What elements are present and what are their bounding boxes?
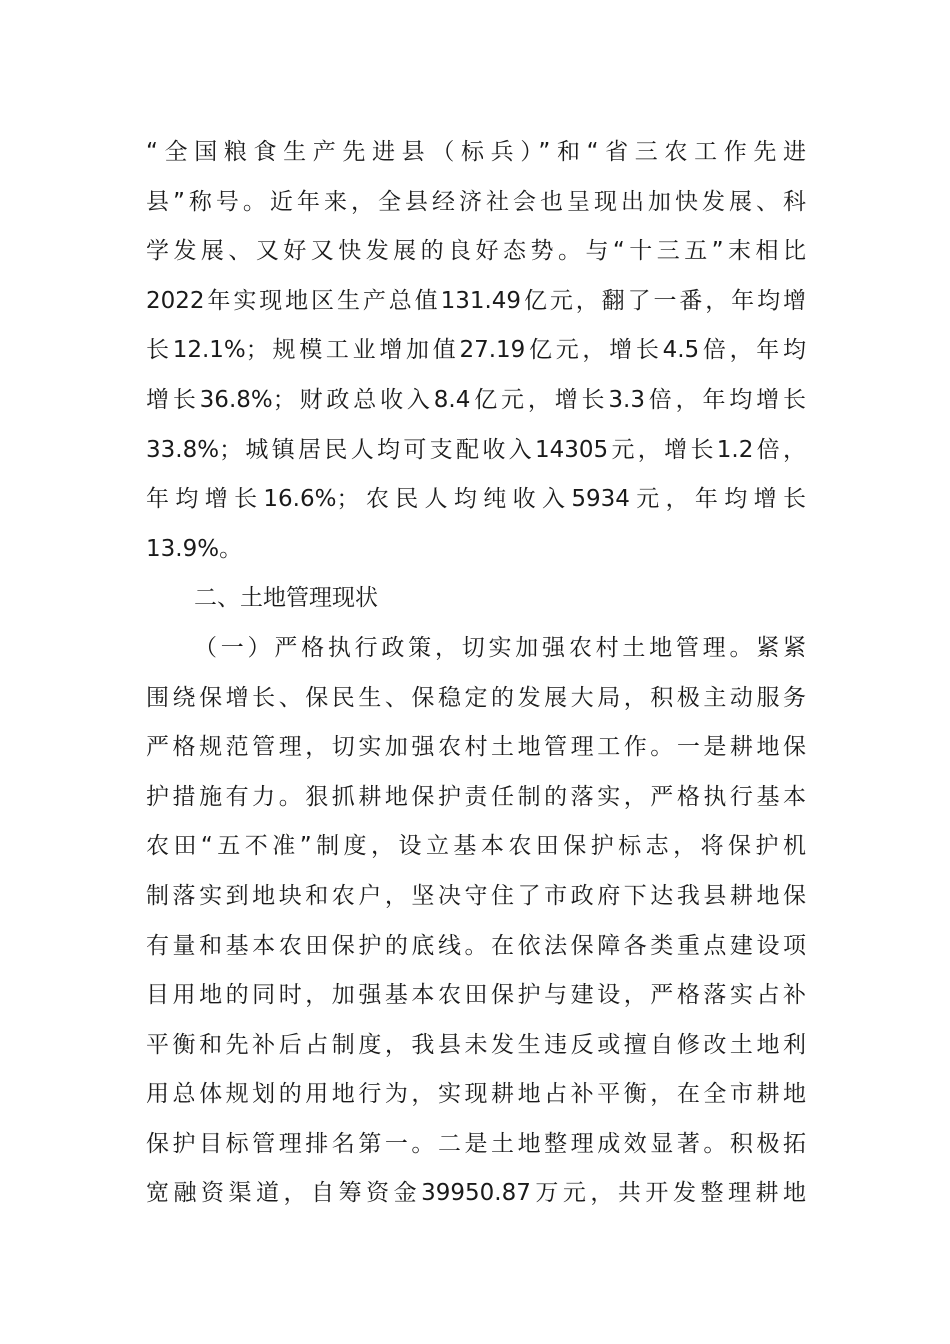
text-line-18: 目用地的同时，加强基本农田保护与建设，严格落实占补 [146,982,806,1009]
body-text [146,128,806,1219]
text-line-12: 围绕保增长、保民生、保稳定的发展大局，积极主动服务 [146,684,806,711]
text-line-22: 宽融资渠道，自筹资金39950.87万元，共开发整理耕地 [146,1180,806,1207]
section-heading: 二、土地管理现状 [194,585,378,612]
text-line-20: 用总体规划的用地行为，实现耕地占补平衡，在全市耕地 [146,1081,806,1108]
text-line-19: 平衡和先补后占制度，我县未发生违反或擅自修改土地利 [146,1031,806,1058]
text-line-15: 农田“五不准”制度，设立基本农田保护标志，将保护机 [146,833,806,860]
text-line-8: 年均增长16.6%；农民人均纯收入5934元，年均增长 [146,486,806,513]
text-line-3: 学发展、又好又快发展的良好态势。与“十三五”末相比 [146,238,806,265]
text-line-6: 增长36.8%；财政总收入8.4亿元，增长3.3倍，年均增长 [146,386,806,413]
text-line-21: 保护目标管理排名第一。二是土地整理成效显著。积极拓 [146,1130,806,1157]
text-line-5: 长12.1%；规模工业增加值27.19亿元，增长4.5倍，年均 [146,337,806,364]
text-line-1: “全国粮食生产先进县（标兵）”和“省三农工作先进 [146,139,806,165]
text-line-14: 护措施有力。狠抓耕地保护责任制的落实，严格执行基本 [146,783,806,810]
text-line-11: （一）严格执行政策，切实加强农村土地管理。紧紧 [194,634,806,661]
text-line-16: 制落实到地块和农户，坚决守住了市政府下达我县耕地保 [146,882,806,909]
text-line-4: 2022年实现地区生产总值131.49亿元，翻了一番，年均增 [146,287,806,314]
text-line-17: 有量和基本农田保护的底线。在依法保障各类重点建设项 [146,932,806,959]
text-line-7: 33.8%；城镇居民人均可支配收入14305元，增长1.2倍， [146,436,806,463]
text-line-9: 13.9%。 [146,535,243,562]
text-line-2: 县”称号。近年来，全县经济社会也呈现出加快发展、科 [146,188,806,215]
text-line-13: 严格规范管理，切实加强农村土地管理工作。一是耕地保 [146,734,806,761]
